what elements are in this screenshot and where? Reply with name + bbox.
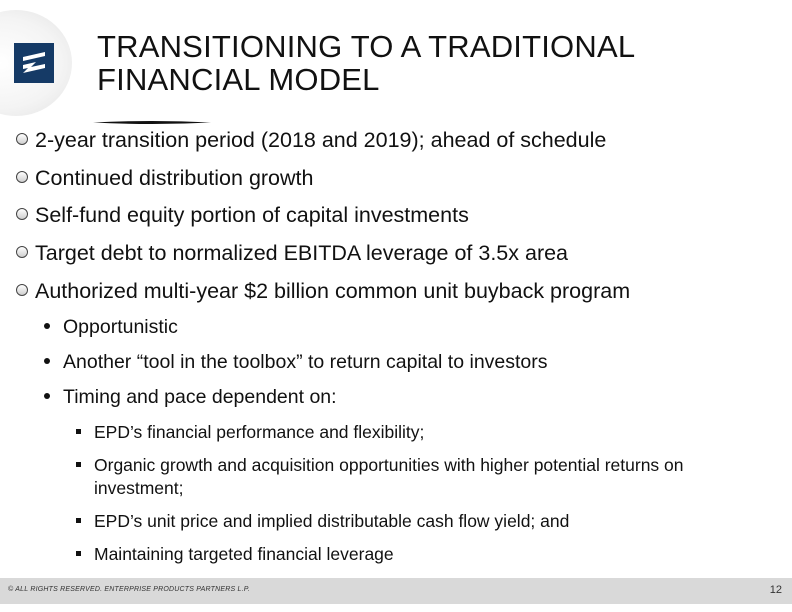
list-item bbox=[76, 543, 776, 566]
sub-sub-bullet-text: Organic growth and acquisition opportunities with higher potential returns on investment; bbox=[94, 455, 684, 498]
circle-bullet-icon bbox=[16, 284, 28, 296]
sub-bullet-text: Timing and pace dependent on: bbox=[63, 386, 337, 408]
sub-bullet-text: Another “tool in the toolbox” to return capital to investors bbox=[63, 351, 548, 373]
circle-bullet-icon bbox=[16, 133, 28, 145]
bullet-text: 2-year transition period (2018 and 2019); ahead of schedule bbox=[35, 128, 607, 152]
circle-bullet-icon bbox=[16, 208, 28, 220]
square-bullet-icon bbox=[76, 462, 81, 467]
dot-bullet-icon bbox=[44, 393, 50, 399]
copyright-text: © ALL RIGHTS RESERVED. ENTERPRISE PRODUCTS PARTNERS L.P. bbox=[8, 586, 250, 593]
slide-title bbox=[97, 30, 757, 96]
square-bullet-icon bbox=[76, 551, 81, 556]
circle-bullet-icon bbox=[16, 246, 28, 258]
list-item bbox=[44, 385, 337, 409]
circle-bullet-icon bbox=[16, 171, 28, 183]
bullet-text: Self-fund equity portion of capital investments bbox=[35, 203, 469, 227]
list-item bbox=[16, 127, 606, 153]
sub-sub-bullet-text: EPD’s financial performance and flexibility; bbox=[94, 422, 425, 442]
sub-sub-bullet-text: EPD’s unit price and implied distributable cash flow yield; and bbox=[94, 511, 570, 531]
list-item bbox=[76, 510, 776, 533]
page-number: 12 bbox=[769, 584, 782, 596]
list-item bbox=[76, 421, 776, 444]
sub-bullet-text: Opportunistic bbox=[63, 316, 178, 338]
enterprise-logo-icon bbox=[14, 43, 54, 83]
list-item bbox=[44, 350, 548, 374]
sub-sub-bullet-text: Maintaining targeted financial leverage bbox=[94, 544, 394, 564]
list-item bbox=[44, 315, 178, 339]
list-item bbox=[16, 240, 568, 266]
list-item bbox=[16, 278, 630, 304]
slide-footer bbox=[0, 578, 792, 604]
bullet-text: Authorized multi-year $2 billion common unit buyback program bbox=[35, 279, 631, 303]
list-item bbox=[76, 454, 776, 500]
square-bullet-icon bbox=[76, 518, 81, 523]
dot-bullet-icon bbox=[44, 358, 50, 364]
list-item bbox=[16, 165, 313, 191]
title-underline bbox=[93, 112, 211, 117]
slide-title-line-2: FINANCIAL MODEL bbox=[97, 62, 380, 97]
square-bullet-icon bbox=[76, 429, 81, 434]
list-item bbox=[16, 202, 469, 228]
logo-area bbox=[0, 10, 72, 116]
bullet-text: Continued distribution growth bbox=[35, 166, 314, 190]
slide-title-line-1: TRANSITIONING TO A TRADITIONAL bbox=[97, 29, 636, 64]
dot-bullet-icon bbox=[44, 323, 50, 329]
bullet-text: Target debt to normalized EBITDA leverage of 3.5x area bbox=[35, 241, 569, 265]
